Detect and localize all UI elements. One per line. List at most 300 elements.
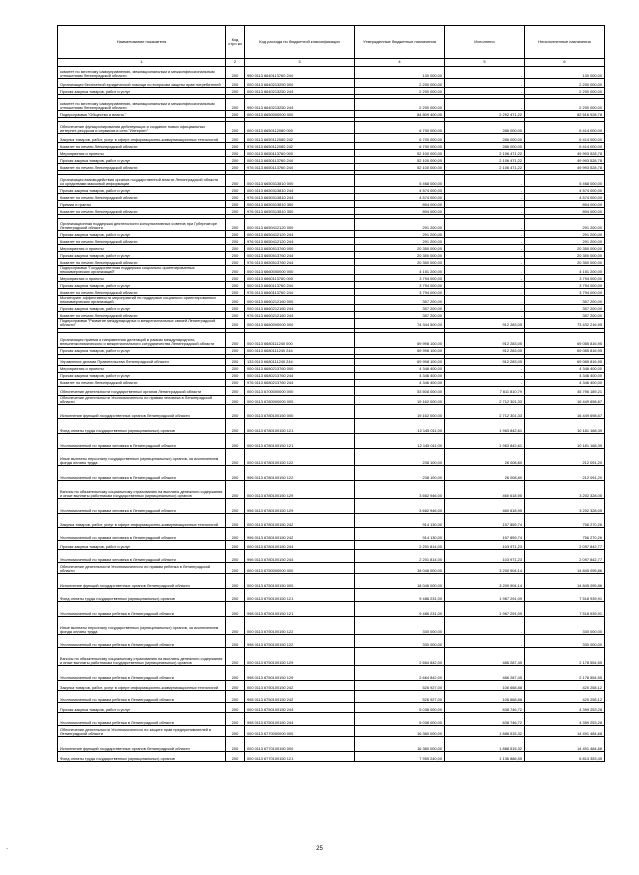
row-executed: 1 888 515,32 xyxy=(445,736,525,751)
row-unexecuted: 14 491 484,68 xyxy=(525,736,605,751)
row-unexecuted: 4 399 253,28 xyxy=(525,712,605,725)
row-unexecuted: 291 200,00 xyxy=(525,219,605,231)
table-row xyxy=(58,134,605,143)
table-row xyxy=(58,680,605,690)
row-classification: 000 0113 6680111240 000 xyxy=(245,332,355,347)
row-executed: - xyxy=(445,231,525,238)
table-row xyxy=(58,634,605,647)
row-name: Подпрограмма "Общество и власть" xyxy=(58,111,226,118)
row-executed: 286 000,00 xyxy=(445,143,525,150)
row-unexecuted: 4 346 400,00 xyxy=(525,372,605,379)
row-approved: 9 486 231,00 xyxy=(355,601,445,616)
row-classification: 000 0113 6650113760 000 xyxy=(245,150,355,157)
row-line-code: 200 xyxy=(226,647,245,665)
table-row xyxy=(58,67,605,79)
row-line-code: 200 xyxy=(226,164,245,171)
row-approved: 20 350 000,00 xyxy=(355,245,445,252)
row-unexecuted: 2 200 000,00 xyxy=(525,88,605,95)
row-unexecuted: 16 449 698,67 xyxy=(525,404,605,418)
row-approved: 53 608 000,00 xyxy=(355,386,445,395)
row-approved: 16 380 000,00 xyxy=(355,725,445,736)
row-name: Комитет по печати Ленинградской области xyxy=(58,208,226,215)
table-row xyxy=(58,725,605,736)
table-row xyxy=(58,296,605,305)
row-executed: 2 712 301,33 xyxy=(445,395,525,404)
row-approved: 526 927,00 xyxy=(355,680,445,690)
table-row xyxy=(58,358,605,365)
table-row xyxy=(58,175,605,187)
table-row xyxy=(58,305,605,312)
table-row xyxy=(58,379,605,386)
row-name: Комитет по печати Ленинградской области xyxy=(58,164,226,171)
row-approved: 7 950 240,00 xyxy=(355,751,445,761)
table-row xyxy=(58,690,605,702)
row-name: Подпрограмма "Государственная поддержка социально ориентированных некоммерческих организаций" xyxy=(58,266,226,275)
row-approved: 238 100,00 xyxy=(355,448,445,465)
row-unexecuted: 3 794 000,00 xyxy=(525,275,605,282)
table-row xyxy=(58,702,605,712)
row-executed: 3 200 904,14 xyxy=(445,573,525,588)
row-executed: - xyxy=(445,208,525,215)
row-name: Организация взаимодействия органов государственной власти Ленинградской области со средствами массовой информации xyxy=(58,175,226,187)
row-classification: 000 0113 6680000000 000 xyxy=(245,319,355,328)
row-classification: 000 0113 6750100150 121 xyxy=(245,588,355,601)
row-executed: - xyxy=(445,634,525,647)
column-number-row xyxy=(58,59,605,67)
row-name: Уполномоченный по правам человека в Ленинградской области xyxy=(58,527,226,540)
row-classification: 996 0113 6780100150 129 xyxy=(245,498,355,513)
row-name: Прочая закупка товаров, работ и услуг xyxy=(58,305,226,312)
row-line-code: 200 xyxy=(226,143,245,150)
row-unexecuted: 6 414 000,00 xyxy=(525,122,605,134)
table-row xyxy=(58,480,605,498)
row-classification: 976 0113 6650513760 244 xyxy=(245,259,355,266)
row-line-code: 200 xyxy=(226,725,245,736)
row-executed: 3 200 904,14 xyxy=(445,562,525,573)
row-name: Обеспечение деятельности Уполномоченного по правам человека в Ленинградской области xyxy=(58,395,226,404)
table-row xyxy=(58,208,605,215)
row-executed: - xyxy=(445,252,525,259)
row-name: Уполномоченный по правам ребенка в Ленинградской области xyxy=(58,712,226,725)
row-unexecuted: 3 794 000,00 xyxy=(525,282,605,289)
row-classification: 000 0113 6650112080 242 xyxy=(245,134,355,143)
header-executed: Исполнено xyxy=(445,26,525,59)
table-row xyxy=(58,164,605,171)
row-name: Обеспечение деятельности Уполномоченного по защите прав предпринимателей в Ленинградской области xyxy=(58,725,226,736)
row-approved: 526 927,00 xyxy=(355,690,445,702)
row-line-code: 200 xyxy=(226,266,245,275)
row-name: Мероприятия и проекты xyxy=(58,275,226,282)
header-unexecuted: Неисполненные назначения xyxy=(525,26,605,59)
row-unexecuted: 20 350 000,00 xyxy=(525,252,605,259)
row-approved: 2 200 000,00 xyxy=(355,79,445,88)
row-executed: - xyxy=(445,245,525,252)
row-unexecuted: 45 796 189,21 xyxy=(525,386,605,395)
row-unexecuted: 6 414 000,00 xyxy=(525,143,605,150)
row-name: Комитет по печати Ленинградской области xyxy=(58,289,226,296)
row-executed: 7 811 810,79 xyxy=(445,386,525,395)
row-name: Комитет по печати Ленинградской области xyxy=(58,379,226,386)
row-executed: 912 283,05 xyxy=(445,332,525,347)
row-line-code: 200 xyxy=(226,634,245,647)
row-unexecuted: 4 346 400,00 xyxy=(525,365,605,372)
row-executed: 912 283,05 xyxy=(445,358,525,365)
row-line-code: 200 xyxy=(226,150,245,157)
row-executed: 2 712 301,33 xyxy=(445,404,525,418)
row-executed: 106 668,88 xyxy=(445,680,525,690)
table-row xyxy=(58,201,605,208)
row-line-code: 200 xyxy=(226,751,245,761)
row-approved: 12 145 011,00 xyxy=(355,433,445,448)
row-executed: 912 283,05 xyxy=(445,319,525,328)
row-name: Обеспечение деятельности государственных органов Ленинградской области xyxy=(58,386,226,395)
row-name: Комитет по печати Ленинградской области xyxy=(58,238,226,245)
row-name: Уполномоченный по правам ребенка в Ленинградской области xyxy=(58,690,226,702)
row-line-code: 200 xyxy=(226,690,245,702)
row-executed: 1 967 291,09 xyxy=(445,588,525,601)
row-classification: 000 0113 6650313810 244 xyxy=(245,187,355,194)
row-classification: 000 0113 6680213760 244 xyxy=(245,372,355,379)
row-executed: - xyxy=(445,67,525,79)
row-name: Комитет по печати Ленинградской области xyxy=(58,143,226,150)
table-row xyxy=(58,751,605,761)
row-line-code: 200 xyxy=(226,122,245,134)
row-unexecuted: 20 350 000,00 xyxy=(525,259,605,266)
row-name: Прочая закупка товаров, работ и услуг xyxy=(58,282,226,289)
row-unexecuted: 7 518 939,91 xyxy=(525,601,605,616)
row-name: Прочая закупка товаров, работ и услуг xyxy=(58,187,226,194)
row-line-code: 200 xyxy=(226,187,245,194)
row-line-code: 200 xyxy=(226,358,245,365)
row-classification: 000 0113 6750100150 000 xyxy=(245,573,355,588)
row-executed: - xyxy=(445,238,525,245)
row-line-code: 200 xyxy=(226,372,245,379)
row-approved: 5 038 000,00 xyxy=(355,702,445,712)
page-number: 25 xyxy=(316,846,323,852)
row-unexecuted: 2 097 842,77 xyxy=(525,540,605,549)
row-line-code: 200 xyxy=(226,601,245,616)
row-classification: 000 0113 6780100150 121 xyxy=(245,433,355,448)
row-executed: 157 859,74 xyxy=(445,513,525,527)
row-classification: 000 0113 6660212160 244 xyxy=(245,305,355,312)
row-executed: 286 000,00 xyxy=(445,134,525,143)
row-classification: 000 0113 6650313810 000 xyxy=(245,175,355,187)
row-unexecuted: 3 202 328,05 xyxy=(525,480,605,498)
row-classification: 000 0113 6660113760 244 xyxy=(245,282,355,289)
row-approved: 330 000,00 xyxy=(355,616,445,634)
row-name: Фонд оплаты труда государственных (муниципальных) органов xyxy=(58,588,226,601)
row-unexecuted: 3 202 328,05 xyxy=(525,498,605,513)
column-number: 5 xyxy=(445,59,525,67)
row-approved: 6 700 000,00 xyxy=(355,143,445,150)
table-row xyxy=(58,386,605,395)
row-classification: 000 0113 6660113760 000 xyxy=(245,275,355,282)
header-classification-code: Код расхода по бюджетной классификации xyxy=(245,26,355,59)
row-unexecuted: 291 200,00 xyxy=(525,231,605,238)
row-approved: 3 794 000,00 xyxy=(355,282,445,289)
table-row xyxy=(58,601,605,616)
row-executed: 460 618,95 xyxy=(445,480,525,498)
row-unexecuted: 291 200,00 xyxy=(525,238,605,245)
row-line-code: 200 xyxy=(226,231,245,238)
row-unexecuted: 2 178 554,55 xyxy=(525,665,605,680)
row-executed: 2 292 471,22 xyxy=(445,111,525,118)
row-executed: - xyxy=(445,275,525,282)
row-line-code: 200 xyxy=(226,245,245,252)
row-executed: 638 746,72 xyxy=(445,702,525,712)
row-name: Уполномоченный по правам человека в Ленинградской области xyxy=(58,498,226,513)
row-name: Прочая закупка товаров, работ и услуг xyxy=(58,347,226,354)
table-row xyxy=(58,111,605,118)
row-line-code: 200 xyxy=(226,465,245,480)
row-classification: 000 0113 6660212160 000 xyxy=(245,296,355,305)
column-number: 3 xyxy=(245,59,355,67)
row-approved: 4 346 400,00 xyxy=(355,372,445,379)
row-unexecuted: 4 574 000,00 xyxy=(525,194,605,201)
row-executed: - xyxy=(445,312,525,319)
row-executed: 2 106 471,22 xyxy=(445,164,525,171)
row-classification: 000 0113 6650412120 244 xyxy=(245,231,355,238)
row-unexecuted: 2 200 000,00 xyxy=(525,99,605,111)
row-name: Мероприятия и проекты xyxy=(58,365,226,372)
row-line-code: 200 xyxy=(226,157,245,164)
row-unexecuted: 14 845 095,86 xyxy=(525,573,605,588)
row-name: Закупка товаров, работ, услуг в сфере информационно-коммуникационных технологий xyxy=(58,134,226,143)
row-unexecuted: 49 993 528,78 xyxy=(525,150,605,157)
row-classification: 998 0113 6750100150 129 xyxy=(245,665,355,680)
row-classification: 000 0113 6650112080 000 xyxy=(245,122,355,134)
row-line-code: 200 xyxy=(226,498,245,513)
row-approved: 5 468 000,00 xyxy=(355,175,445,187)
row-line-code: 200 xyxy=(226,573,245,588)
table-row xyxy=(58,194,605,201)
row-line-code: 200 xyxy=(226,219,245,231)
row-unexecuted: 14 491 484,68 xyxy=(525,725,605,736)
row-unexecuted: 330 000,00 xyxy=(525,616,605,634)
row-approved: 4 574 000,00 xyxy=(355,187,445,194)
row-line-code: 200 xyxy=(226,252,245,259)
row-approved: 914 130,00 xyxy=(355,513,445,527)
row-name: Прочая закупка товаров, работ и услуг xyxy=(58,252,226,259)
row-executed: - xyxy=(445,289,525,296)
row-line-code: 200 xyxy=(226,208,245,215)
table-header-row xyxy=(58,26,605,59)
row-executed: - xyxy=(445,79,525,88)
row-line-code: 200 xyxy=(226,134,245,143)
table-row xyxy=(58,79,605,88)
row-executed: 2 106 471,22 xyxy=(445,150,525,157)
row-classification: 996 0113 6780100150 122 xyxy=(245,465,355,480)
row-line-code: 200 xyxy=(226,395,245,404)
row-unexecuted: 357 200,00 xyxy=(525,296,605,305)
row-line-code: 200 xyxy=(226,616,245,634)
report-page xyxy=(57,25,604,762)
scan-mark: . xyxy=(6,842,9,851)
row-classification: 976 0113 6660113760 244 xyxy=(245,289,355,296)
row-line-code: 200 xyxy=(226,433,245,448)
row-approved: 2 201 814,00 xyxy=(355,549,445,562)
row-approved: 357 200,00 xyxy=(355,296,445,305)
row-name: Иные выплаты персоналу государственных (муниципальных) органов, за исключением фонда оплаты труда xyxy=(58,448,226,465)
budget-execution-table xyxy=(57,25,605,762)
row-approved: 330 000,00 xyxy=(355,634,445,647)
row-executed: 1 967 291,09 xyxy=(445,601,525,616)
row-name: Фонд оплаты труда государственных (муниципальных) органов xyxy=(58,418,226,433)
row-approved: 238 100,00 xyxy=(355,465,445,480)
row-line-code: 200 xyxy=(226,549,245,562)
row-name: Исполнение функций государственных органов Ленинградской области xyxy=(58,573,226,588)
table-row xyxy=(58,238,605,245)
row-name: Уполномоченный по правам ребенка в Ленинградской области xyxy=(58,634,226,647)
row-line-code: 200 xyxy=(226,305,245,312)
row-unexecuted: 420 258,12 xyxy=(525,690,605,702)
row-classification: 000 0113 6780100150 122 xyxy=(245,448,355,465)
row-approved: 12 145 011,00 xyxy=(355,418,445,433)
table-row xyxy=(58,540,605,549)
row-executed: 460 618,95 xyxy=(445,498,525,513)
row-classification: 000 0113 6750100150 244 xyxy=(245,702,355,712)
row-approved: 3 662 946,00 xyxy=(355,480,445,498)
table-row xyxy=(58,448,605,465)
row-classification: 990 0113 6640113760 244 xyxy=(245,67,355,79)
row-classification: 000 0113 6780100150 242 xyxy=(245,513,355,527)
row-approved: 894 000,00 xyxy=(355,208,445,215)
row-approved: 69 998 100,00 xyxy=(355,347,445,354)
row-name: Комитет по печати Ленинградской области xyxy=(58,194,226,201)
row-executed: 486 287,45 xyxy=(445,647,525,665)
row-approved: 84 809 400,00 xyxy=(355,111,445,118)
table-row xyxy=(58,231,605,238)
row-unexecuted: 49 993 528,78 xyxy=(525,164,605,171)
row-name: Прочая закупка товаров, работ и услуг xyxy=(58,540,226,549)
row-classification: 000 0113 6680111240 244 xyxy=(245,347,355,354)
table-row xyxy=(58,616,605,634)
row-approved: 291 200,00 xyxy=(355,219,445,231)
row-line-code: 200 xyxy=(226,67,245,79)
row-approved: 2 200 000,00 xyxy=(355,88,445,95)
row-line-code: 200 xyxy=(226,88,245,95)
row-name: Премии и гранты xyxy=(58,201,226,208)
row-name: Организационная поддержка деятельности консультативных советов при Губернаторе Ленинградской области xyxy=(58,219,226,231)
table-row xyxy=(58,319,605,328)
row-classification: 000 0113 6780100150 121 xyxy=(245,418,355,433)
row-approved: 19 162 000,00 xyxy=(355,395,445,404)
row-classification: 990 0113 6640213250 244 xyxy=(245,99,355,111)
table-row xyxy=(58,404,605,418)
row-executed: - xyxy=(445,88,525,95)
row-line-code: 200 xyxy=(226,736,245,751)
row-executed: 1 888 515,32 xyxy=(445,725,525,736)
table-row xyxy=(58,312,605,319)
row-classification: 000 0113 6780100150 244 xyxy=(245,540,355,549)
row-unexecuted: 2 097 842,77 xyxy=(525,549,605,562)
row-name: Иные выплаты персоналу государственных (муниципальных) органов, за исключением фонда оплаты труда xyxy=(58,616,226,634)
table-row xyxy=(58,418,605,433)
row-unexecuted: 3 794 000,00 xyxy=(525,289,605,296)
row-unexecuted: 49 993 528,78 xyxy=(525,157,605,164)
row-approved: 2 664 842,00 xyxy=(355,647,445,665)
row-executed: 103 971,23 xyxy=(445,540,525,549)
row-approved: 130 000,00 xyxy=(355,67,445,79)
row-name: Взносы по обязательному социальному страхованию на выплаты денежного содержания и иные выплаты работникам государственных (муниципальных) органов xyxy=(58,480,226,498)
column-number: 2 xyxy=(226,59,245,67)
row-executed: 106 668,88 xyxy=(445,690,525,702)
table-row xyxy=(58,347,605,354)
table-row xyxy=(58,245,605,252)
row-classification: 000 0113 6770100150 000 xyxy=(245,736,355,751)
row-executed: - xyxy=(445,219,525,231)
row-line-code: 200 xyxy=(226,79,245,88)
row-classification: 976 0113 6650313810 244 xyxy=(245,194,355,201)
row-unexecuted: 6 414 000,00 xyxy=(525,134,605,143)
table-row xyxy=(58,372,605,379)
table-row xyxy=(58,289,605,296)
row-classification: 000 0113 6680213760 000 xyxy=(245,365,355,372)
row-line-code: 200 xyxy=(226,562,245,573)
row-line-code: 200 xyxy=(226,332,245,347)
table-row xyxy=(58,498,605,513)
row-approved: 6 700 000,00 xyxy=(355,122,445,134)
row-line-code: 200 xyxy=(226,259,245,266)
row-unexecuted: 6 813 353,45 xyxy=(525,751,605,761)
row-approved: 20 350 000,00 xyxy=(355,259,445,266)
row-approved: 69 998 100,00 xyxy=(355,358,445,365)
row-name: Мероприятия и проекты xyxy=(58,245,226,252)
table-row xyxy=(58,588,605,601)
header-line-code: Код стро ки xyxy=(226,26,245,59)
row-name: Закупка товаров, работ, услуг в сфере информационно-коммуникационных технологий xyxy=(58,513,226,527)
row-unexecuted: 10 181 168,39 xyxy=(525,418,605,433)
table-row xyxy=(58,259,605,266)
row-line-code: 200 xyxy=(226,296,245,305)
row-name: Закупка товаров, работ, услуг в сфере информационно-коммуникационных технологий xyxy=(58,680,226,690)
row-unexecuted: 16 449 698,67 xyxy=(525,395,605,404)
row-name: Обеспечение деятельности Уполномоченного по правам ребенка в Ленинградской области xyxy=(58,562,226,573)
row-line-code: 200 xyxy=(226,99,245,111)
row-name: Управление делами Правительства Ленинградской области xyxy=(58,358,226,365)
row-classification: 976 0113 6650412120 244 xyxy=(245,238,355,245)
row-approved: 16 380 000,00 xyxy=(355,736,445,751)
row-approved: 357 200,00 xyxy=(355,312,445,319)
table-row xyxy=(58,736,605,751)
row-classification: 998 0113 6750100150 122 xyxy=(245,634,355,647)
table-row xyxy=(58,365,605,372)
row-approved: 18 046 000,00 xyxy=(355,562,445,573)
header-approved: Утвержденные бюджетные назначения xyxy=(355,26,445,59)
table-row xyxy=(58,122,605,134)
column-number: 4 xyxy=(355,59,445,67)
row-classification: 996 0113 6780100150 244 xyxy=(245,549,355,562)
row-name: Прочая закупка товаров, работ и услуг xyxy=(58,372,226,379)
table-row xyxy=(58,143,605,150)
table-row xyxy=(58,332,605,347)
row-approved: 4 346 400,00 xyxy=(355,365,445,372)
row-classification: 000 0113 6650000000 000 xyxy=(245,111,355,118)
row-classification: 000 0113 6660000000 000 xyxy=(245,266,355,275)
row-name: Комитет по печати Ленинградской области xyxy=(58,259,226,266)
row-name: комитет по местному самоуправлению, межнациональным и межконфессиональным отношениям Ленинградской области xyxy=(58,67,226,79)
row-line-code: 200 xyxy=(226,588,245,601)
row-approved: 3 794 000,00 xyxy=(355,275,445,282)
row-unexecuted: 69 085 816,95 xyxy=(525,332,605,347)
row-unexecuted: 2 200 000,00 xyxy=(525,79,605,88)
row-executed: - xyxy=(445,187,525,194)
row-classification: 000 0113 6640213250 244 xyxy=(245,88,355,95)
table-row xyxy=(58,549,605,562)
row-classification: 000 0113 6650113760 244 xyxy=(245,157,355,164)
row-approved: 52 100 000,00 xyxy=(355,157,445,164)
table-row xyxy=(58,573,605,588)
